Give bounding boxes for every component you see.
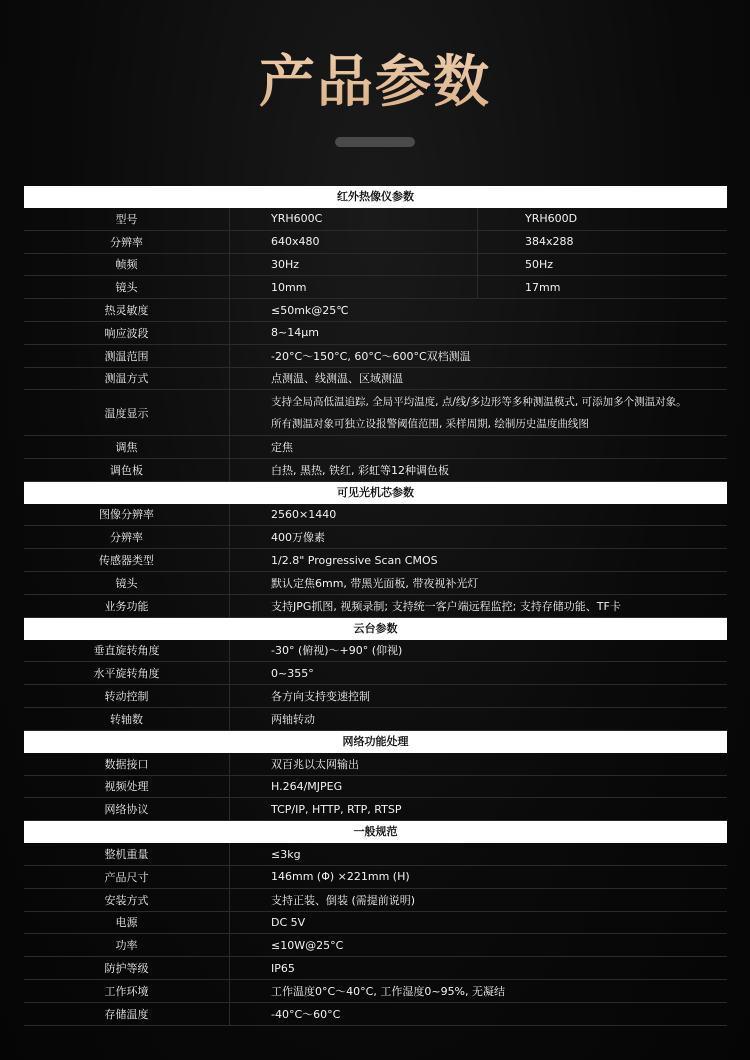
row-value: ≤10W@25°C xyxy=(271,938,344,952)
table-row xyxy=(24,368,727,391)
row-value: 支持JPG抓图, 视频录制; 支持统一客户端远程监控; 支持存储功能、TF卡 xyxy=(271,599,621,613)
row-label: 视频处理 xyxy=(24,776,230,798)
table-row xyxy=(24,685,727,708)
table-row xyxy=(24,254,727,277)
section-header-ptz: 云台参数 xyxy=(24,618,727,640)
row-label: 存储温度 xyxy=(24,1003,230,1025)
title-divider xyxy=(335,137,415,147)
row-label: 测温方式 xyxy=(24,368,230,390)
row-value: ≤50mk@25℃ xyxy=(271,303,349,317)
row-value: 10mm xyxy=(230,276,478,298)
table-row xyxy=(24,322,727,345)
section-header-general: 一般规范 xyxy=(24,821,727,843)
row-label: 整机重量 xyxy=(24,843,230,865)
table-row xyxy=(24,889,727,912)
row-value: -30° (俯视)～+90° (仰视) xyxy=(271,644,403,658)
row-value-line-1: 支持全局高低温追踪, 全局平均温度, 点/线/多边形等多种测温模式, 可添加多个测温对象。 xyxy=(271,395,687,408)
spec-table xyxy=(24,186,727,1026)
row-value: 支持正装、倒装 (需提前说明) xyxy=(271,893,416,907)
table-row xyxy=(24,662,727,685)
row-label: 型号 xyxy=(24,208,230,230)
row-label: 产品尺寸 xyxy=(24,866,230,888)
row-value: IP65 xyxy=(271,961,295,975)
row-value-secondary: 50Hz xyxy=(525,257,554,271)
row-value: 双百兆以太网输出 xyxy=(271,757,359,771)
table-row xyxy=(24,345,727,368)
row-label: 帧频 xyxy=(24,254,230,276)
page-title: 产品参数 xyxy=(0,38,750,118)
table-row xyxy=(24,299,727,322)
table-row xyxy=(24,798,727,821)
table-row xyxy=(24,776,727,799)
row-label: 温度显示 xyxy=(24,390,230,435)
row-value: 146mm (Φ) ×221mm (H) xyxy=(271,870,410,884)
row-label: 防护等级 xyxy=(24,957,230,979)
table-row xyxy=(24,504,727,527)
table-row xyxy=(24,208,727,231)
row-label: 电源 xyxy=(24,912,230,934)
table-row xyxy=(24,231,727,254)
row-value: YRH600C xyxy=(230,208,478,230)
row-label: 图像分辨率 xyxy=(24,504,230,526)
row-value: 默认定焦6mm, 带黑光面板, 带夜视补光灯 xyxy=(271,576,479,590)
row-value: 点测温、线测温、区域测温 xyxy=(271,372,403,386)
row-value: 各方向支持变速控制 xyxy=(271,690,370,704)
section-header-visible: 可见光机芯参数 xyxy=(24,482,727,504)
table-row xyxy=(24,276,727,299)
section-header-network: 网络功能处理 xyxy=(24,731,727,753)
table-row xyxy=(24,753,727,776)
row-label: 镜头 xyxy=(24,572,230,594)
row-value: -40°C～60°C xyxy=(271,1007,341,1021)
row-label: 工作环境 xyxy=(24,980,230,1002)
row-value: TCP/IP, HTTP, RTP, RTSP xyxy=(271,802,402,816)
row-value-secondary: YRH600D xyxy=(525,212,578,226)
table-row xyxy=(24,1003,727,1026)
table-row xyxy=(24,436,727,459)
row-label: 传感器类型 xyxy=(24,549,230,571)
table-row xyxy=(24,843,727,866)
row-value-line-2: 所有测温对象可独立设报警阈值范围, 采样周期, 绘制历史温度曲线图 xyxy=(271,417,589,430)
row-value: 0~355° xyxy=(271,666,314,680)
row-value: 30Hz xyxy=(230,254,478,276)
row-value: 400万像素 xyxy=(271,531,325,545)
row-label: 业务功能 xyxy=(24,595,230,617)
row-value: DC 5V xyxy=(271,915,306,929)
row-label: 转动控制 xyxy=(24,685,230,707)
table-row xyxy=(24,708,727,731)
row-value: 工作温度0°C～40°C, 工作湿度0~95%, 无凝结 xyxy=(271,984,506,998)
row-value: 640x480 xyxy=(230,231,478,253)
row-label: 镜头 xyxy=(24,276,230,298)
row-label: 热灵敏度 xyxy=(24,299,230,321)
table-row xyxy=(24,390,727,436)
table-row xyxy=(24,572,727,595)
row-value: 定焦 xyxy=(271,440,293,454)
row-label: 分辨率 xyxy=(24,526,230,548)
row-value: 8~14μm xyxy=(271,326,319,340)
table-row xyxy=(24,957,727,980)
row-value: 两轴转动 xyxy=(271,712,315,726)
row-value: 2560×1440 xyxy=(271,507,337,521)
row-value-multiline xyxy=(230,390,727,435)
row-label: 响应波段 xyxy=(24,322,230,344)
row-value: -20°C～150°C, 60°C～600°C双档测温 xyxy=(271,349,471,363)
row-label: 测温范围 xyxy=(24,345,230,367)
table-row xyxy=(24,980,727,1003)
row-value-secondary: 17mm xyxy=(525,280,561,294)
row-label: 调焦 xyxy=(24,436,230,458)
row-label: 水平旋转角度 xyxy=(24,662,230,684)
row-label: 安装方式 xyxy=(24,889,230,911)
row-value: H.264/MJPEG xyxy=(271,779,343,793)
row-label: 转轴数 xyxy=(24,708,230,730)
row-label: 调色板 xyxy=(24,459,230,481)
table-row xyxy=(24,640,727,663)
row-label: 数据接口 xyxy=(24,753,230,775)
row-value: 白热, 黑热, 铁红, 彩虹等12种调色板 xyxy=(271,463,449,477)
row-label: 分辨率 xyxy=(24,231,230,253)
row-value-secondary: 384x288 xyxy=(525,235,574,249)
table-row xyxy=(24,549,727,572)
table-row xyxy=(24,526,727,549)
row-value: ≤3kg xyxy=(271,847,301,861)
row-label: 功率 xyxy=(24,934,230,956)
section-header-thermal: 红外热像仪参数 xyxy=(24,186,727,208)
table-row xyxy=(24,934,727,957)
table-row xyxy=(24,912,727,935)
table-row xyxy=(24,866,727,889)
table-row xyxy=(24,595,727,618)
row-label: 垂直旋转角度 xyxy=(24,640,230,662)
row-label: 网络协议 xyxy=(24,798,230,820)
row-value: 1/2.8" Progressive Scan CMOS xyxy=(271,553,438,567)
table-row xyxy=(24,459,727,482)
